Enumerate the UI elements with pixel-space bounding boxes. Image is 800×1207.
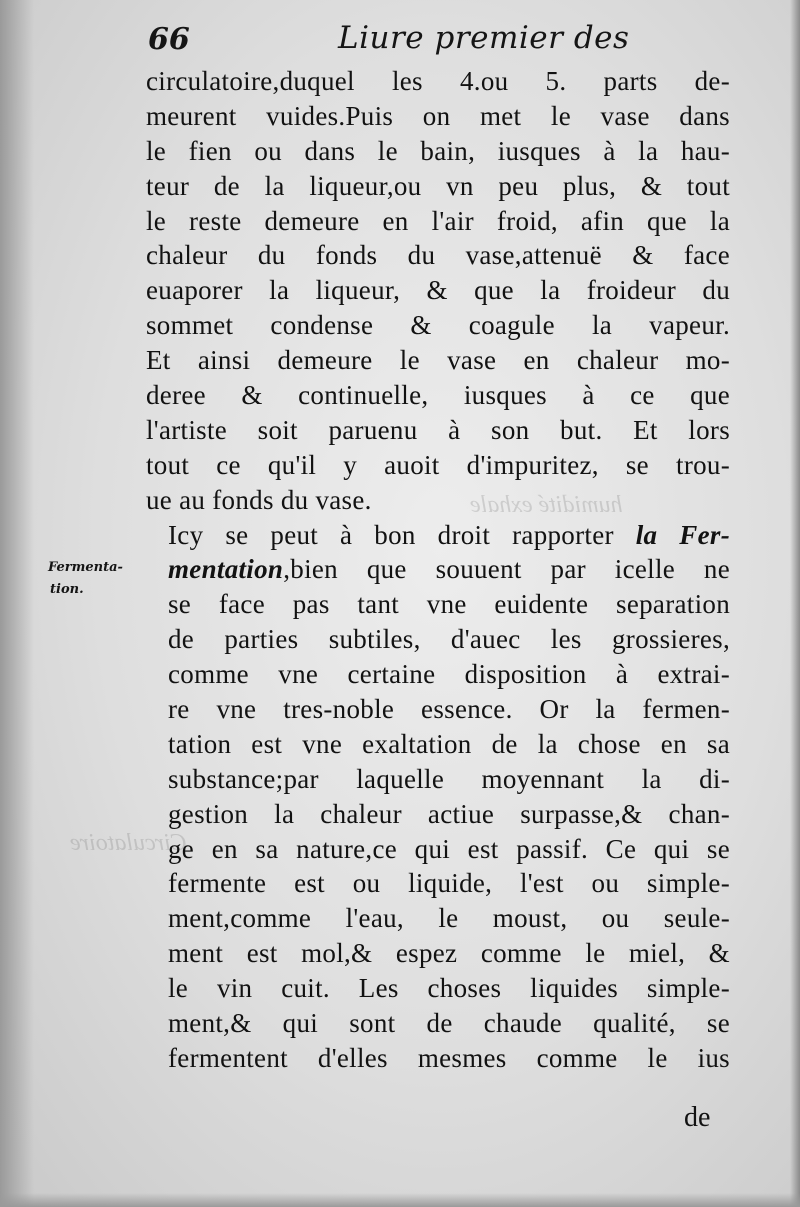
page-edge-right [790,0,800,1207]
text-line: ge en sa nature,ce qui est passif. Ce qui se [168,833,730,864]
text-line: deree & continuelle, iusques à ce que [146,380,730,411]
text-line: gestion la chaleur actiue surpasse,& chan- [168,798,730,829]
text-line: sommet condense & coagule la vapeur. [146,310,730,341]
text-line: le vin cuit. Les choses liquides simple- [168,973,730,1004]
text-line: Et ainsi demeure le vase en chaleur mo- [146,345,730,376]
italic-term: mentation [168,554,284,585]
margin-note-line: Fermenta- [48,560,123,575]
gutter-shadow [0,0,34,1207]
text-line: substance;par laquelle moyennant la di- [168,763,730,794]
text-line: l'artiste soit paruenu à son but. Et lors [146,414,730,445]
text-line: le reste demeure en l'air froid, afin que la [146,205,730,236]
text-line: le fien ou dans le bain, iusques à la hau- [146,135,730,166]
text-line-paragraph-start: Icy se peut à bon droit rapporter la Fer- [168,519,730,550]
text-line: teur de la liqueur,ou vn peu plus, & tout [146,170,730,201]
catchword: de [684,1102,711,1133]
text-line: chaleur du fonds du vase,attenuë & face [146,240,730,271]
body-text [146,64,730,1076]
text-line: comme vne certaine disposition à extrai- [168,659,730,690]
text-line: meurent vuides.Puis on met le vase dans [146,100,730,131]
italic-term: la Fer- [635,519,730,550]
text-line: mentation,bien que souuent par icelle ne [168,554,730,585]
page-edge-bottom [0,1193,800,1207]
bleed-through-text: Circulatoire [70,830,187,856]
text-line: ue au fonds du vase. [146,484,372,515]
text-line: se face pas tant vne euidente separation [168,589,730,620]
page-number: 66 [148,22,190,57]
text-line: ment,& qui sont de chaude qualité, se [168,1008,730,1039]
running-head: Liure premier des [338,20,630,56]
text-line: tout ce qu'il y auoit d'impuritez, se trou- [146,449,730,480]
page-header [148,16,728,66]
bleed-through-text: humidité exhale [470,492,623,518]
text-line: tation est vne exaltation de la chose en sa [168,728,730,759]
text-line: ment est mol,& espez comme le miel, & [168,938,730,969]
text-line: circulatoire,duquel les 4.ou 5. parts de- [146,66,730,96]
text-line: euaporer la liqueur, & que la froideur du [146,275,730,306]
text-line: ment,comme l'eau, le moust, ou seule- [168,903,730,934]
text-line: fermente est ou liquide, l'est ou simple- [168,868,730,899]
margin-note-line: tion. [50,582,84,597]
text-line: fermentent d'elles mesmes comme le ius [168,1042,730,1073]
text-line: de parties subtiles, d'auec les grossieres, [168,624,730,655]
margin-note [48,557,144,601]
text-line: re vne tres-noble essence. Or la fermen- [168,694,730,725]
